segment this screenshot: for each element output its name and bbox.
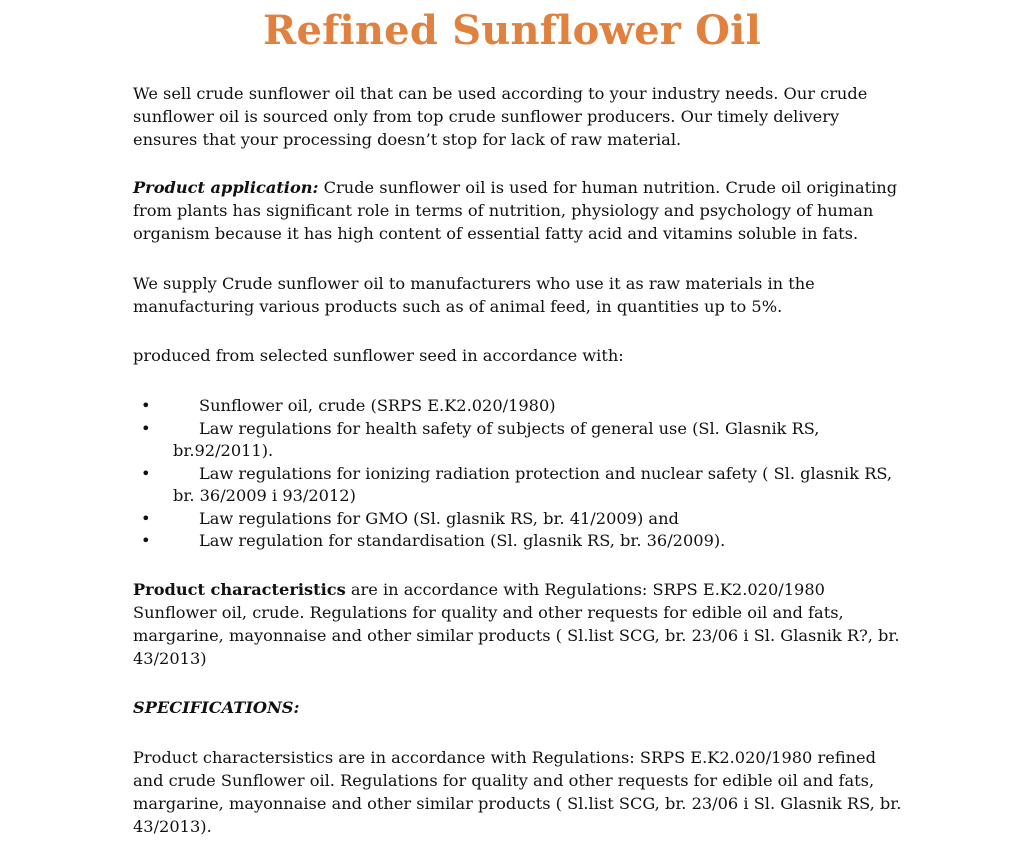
list-item	[133, 395, 903, 418]
application-paragraph	[133, 176, 903, 245]
application-label: Product application:	[133, 178, 319, 197]
bullet-icon: •	[141, 531, 151, 550]
bullet-icon: •	[141, 396, 151, 415]
document-title: Refined Sunflower Oil	[263, 7, 761, 54]
produced-paragraph: produced from selected sunflower seed in accordance with:	[133, 346, 624, 365]
intro-paragraph: We sell crude sunflower oil that can be used according to your industry needs. Our crude sunflower oil is sourced only from top crude sunflower producers. Our timely delivery ensures that your processing doesn’t stop for lack of raw material.	[133, 84, 868, 149]
list-item	[133, 418, 903, 463]
list-item-text: Law regulations for GMO (Sl. glasnik RS, br. 41/2009) and	[199, 508, 679, 528]
characteristics-label: Product characteristics	[133, 580, 346, 599]
characteristics-text: are in accordance with Regulations: SRPS E.K2.020/1980 Sunflower oil, crude. Regulations for quality and other requests for edible oil and fats, margarine, mayonnaise and other similar products ( Sl.list SCG, br. 23/06 i Sl. Glasnik R?, br. 43/2013)	[133, 580, 900, 668]
specifications-paragraph: Product charactersistics are in accordance with Regulations: SRPS E.K2.020/1980 refined and crude Sunflower oil. Regulations for quality and other requests for edible oil and fats, margarine, mayonnaise and other similar products ( Sl.list SCG, br. 23/06 i Sl. Glasnik RS, br. 43/2013).	[133, 748, 902, 836]
supply-paragraph: We supply Crude sunflower oil to manufacturers who use it as raw materials in the manufacturing various products such as of animal feed, in quantities up to 5%.	[133, 274, 815, 316]
list-item-text: Law regulations for health safety of subjects of general use (Sl. Glasnik RS, br.92/2011).	[173, 418, 820, 460]
bullet-icon: •	[141, 418, 151, 438]
list-item-text: Sunflower oil, crude (SRPS E.K2.020/1980)	[199, 396, 556, 415]
list-item-text: Law regulations for ionizing radiation protection and nuclear safety ( Sl. glasnik RS, br. 36/2009 i 93/2012)	[173, 463, 893, 505]
bullet-icon: •	[141, 463, 151, 483]
application-text: Crude sunflower oil is used for human nutrition. Crude oil originating from plants has significant role in terms of nutrition, physiology and psychology of human organism because it has high content of essential fatty acid and vitamins soluble in fats.	[133, 178, 898, 243]
list-item-text: Law regulation for standardisation (Sl. glasnik RS, br. 36/2009).	[199, 531, 726, 550]
regulations-list	[133, 395, 903, 553]
specifications-heading: SPECIFICATIONS:	[133, 698, 300, 717]
list-item	[133, 530, 903, 553]
list-item	[133, 508, 903, 531]
bullet-icon: •	[141, 508, 151, 528]
list-item	[133, 463, 903, 508]
characteristics-paragraph	[133, 578, 903, 670]
